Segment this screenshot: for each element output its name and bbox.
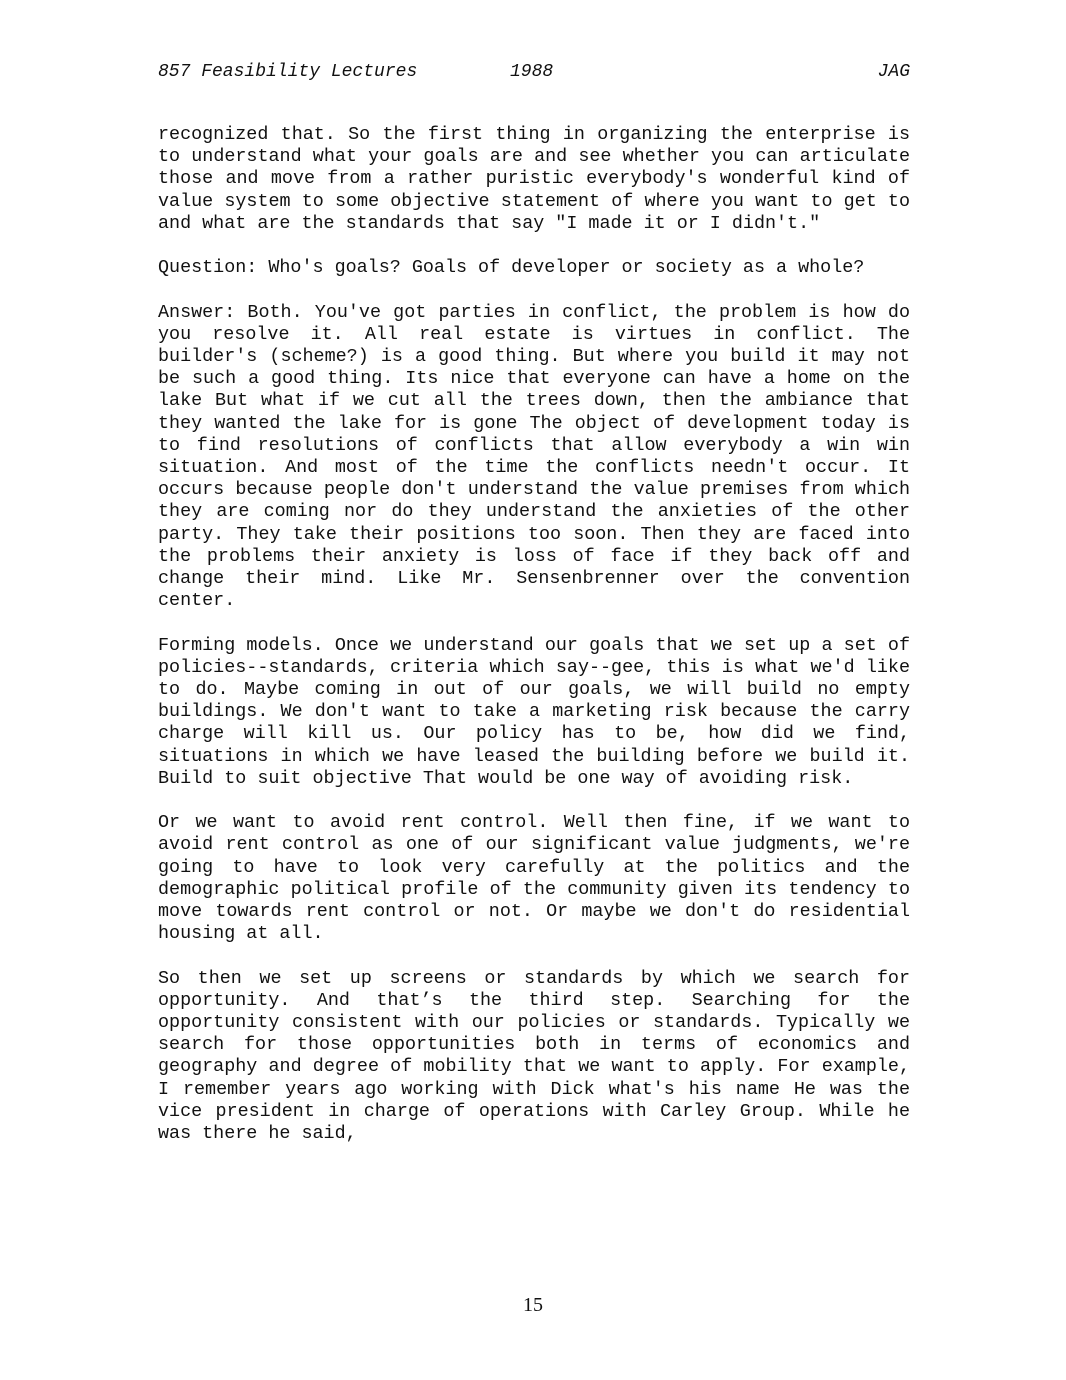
paragraph-forming-models: Forming models. Once we understand our goals that we set up a set of policies--standards, criteria which say--gee, this is what we'd like to do. Maybe coming in out of our goals, we will build no empty buildings. We don't want to take a marketing risk because the carry charge will kill us. Our policy has to be, how did we find, situations in which we have leased the building before we build it. Build to suit objective That would be one way of avoiding risk.	[158, 634, 910, 789]
header-author-initials: JAG	[877, 62, 910, 82]
paragraph-search-opportunity: So then we set up screens or standards by which we search for opportunity. And that’s the third step. Searching for the opportunity consistent with our policies or standards. Typically we search for those opportunities both in terms of economics and geography and degree of mobility that we want to apply. For example, I remember years ago working with Dick what's his name He was the vice president in charge of operations with Carley Group. While he was there he said,	[158, 967, 910, 1145]
header-year: 1988	[510, 62, 554, 82]
header-course-title: 857 Feasibility Lectures	[158, 62, 418, 82]
paragraph-answer: Answer: Both. You've got parties in conflict, the problem is how do you resolve it. All real estate is virtues in conflict. The builder's (scheme?) is a good thing. But where you build it may not be such a good thing. Its nice that everyone can have a home on the lake But what if we cut all the trees down, then the ambiance that they wanted the lake for is gone The object of development today is to find resolutions of conflicts that allow everybody a win win situation. And most of the time the conflicts needn't occur. It occurs because people don't understand the value premises from which they are coming nor do they understand the anxieties of the other party. They take their positions too soon. Then they are faced into the problems their anxiety is loss of face if they back off and change their mind. Like Mr. Sensenbrenner over the convention center.	[158, 301, 910, 612]
paragraph-goals-standards: recognized that. So the first thing in organizing the enterprise is to understand what your goals are and see whether you can articulate those and move from a rather puristic everybody's wonderful kind of value system to some objective statement of where you want to get to and what are the standards that say "I made it or I didn't."	[158, 124, 910, 234]
paragraph-question: Question: Who's goals? Goals of developer or society as a whole?	[158, 257, 865, 279]
lecture-body	[158, 124, 910, 1145]
page-header	[158, 62, 910, 88]
paragraph-rent-control: Or we want to avoid rent control. Well then fine, if we want to avoid rent control as one of our significant value judgments, we're going to have to look very carefully at the politics and the demographic political profile of the community given its tendency to move towards rent control or not. Or maybe we don't do residential housing at all.	[158, 812, 910, 945]
page-number: 15	[523, 1294, 543, 1316]
